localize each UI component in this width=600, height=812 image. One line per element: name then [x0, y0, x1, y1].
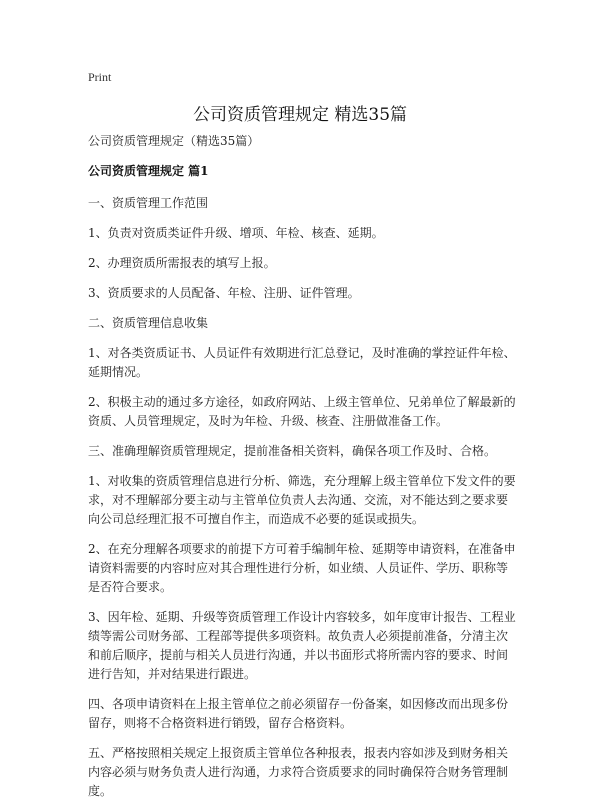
subtitle: 公司资质管理规定（精选35篇）: [88, 134, 260, 148]
paragraph: 五、严格按照相关规定上报资质主管单位各种报表，报表内容如涉及到财务相关内容必须与财务负责人进行沟通，力求符合资质要求的同时确保符合财务管理制度。: [88, 746, 509, 798]
section-heading: 公司资质管理规定 篇1: [88, 164, 209, 178]
paragraph: 三、准确理解资质管理规定，提前准备相关资料，确保各项工作及时、合格。: [88, 444, 497, 458]
paragraph: 二、资质管理信息收集: [88, 316, 209, 330]
print-link[interactable]: Print: [88, 70, 112, 84]
paragraph: 2、在充分理解各项要求的前提下方可着手编制年检、延期等申请资料，在准备申请资料需要的内容时应对其合理性进行分析，如业绩、人员证件、学历、职称等是否符合要求。: [88, 542, 516, 594]
paragraph: 一、资质管理工作范围: [88, 196, 209, 210]
paragraph: 四、各项申请资料在上报主管单位之前必须留存一份备案，如因修改而出现多份留存，则将不合格资料进行销毁，留存合格资料。: [88, 697, 509, 730]
paragraph: 3、资质要求的人员配备、年检、注册、证件管理。: [88, 286, 360, 300]
paragraph: 3、因年检、延期、升级等资质管理工作设计内容较多，如年度审计报告、工程业绩等需公司财务部、工程部等提供多项资料。故负责人必须提前准备，分清主次和前后顺序，提前与相关人员进行沟通，并以书面形式将所需内容的要求、时间进行告知，并对结果进行跟进。: [88, 610, 516, 681]
paragraph: 1、对各类资质证书、人员证件有效期进行汇总登记，及时准确的掌控证件年检、延期情况。: [88, 346, 516, 379]
document-body: [88, 132, 516, 812]
paragraph: 1、对收集的资质管理信息进行分析、筛选，充分理解上级主管单位下发文件的要求，对不理解部分要主动与主管单位负责人去沟通、交流，对不能达到之要求要向公司总经理汇报不可擅自作主，而造成不必要的延误或损失。: [88, 474, 516, 526]
paragraph: 2、办理资质所需报表的填写上报。: [88, 256, 276, 270]
paragraph: 2、积极主动的通过多方途径，如政府网站、上级主管单位、兄弟单位了解最新的资质、人员管理规定，及时为年检、升级、核查、注册做准备工作。: [88, 395, 516, 428]
page-title: 公司资质管理规定 精选35篇: [192, 105, 408, 125]
paragraph: 1、负责对资质类证件升级、增项、年检、核查、延期。: [88, 226, 384, 240]
